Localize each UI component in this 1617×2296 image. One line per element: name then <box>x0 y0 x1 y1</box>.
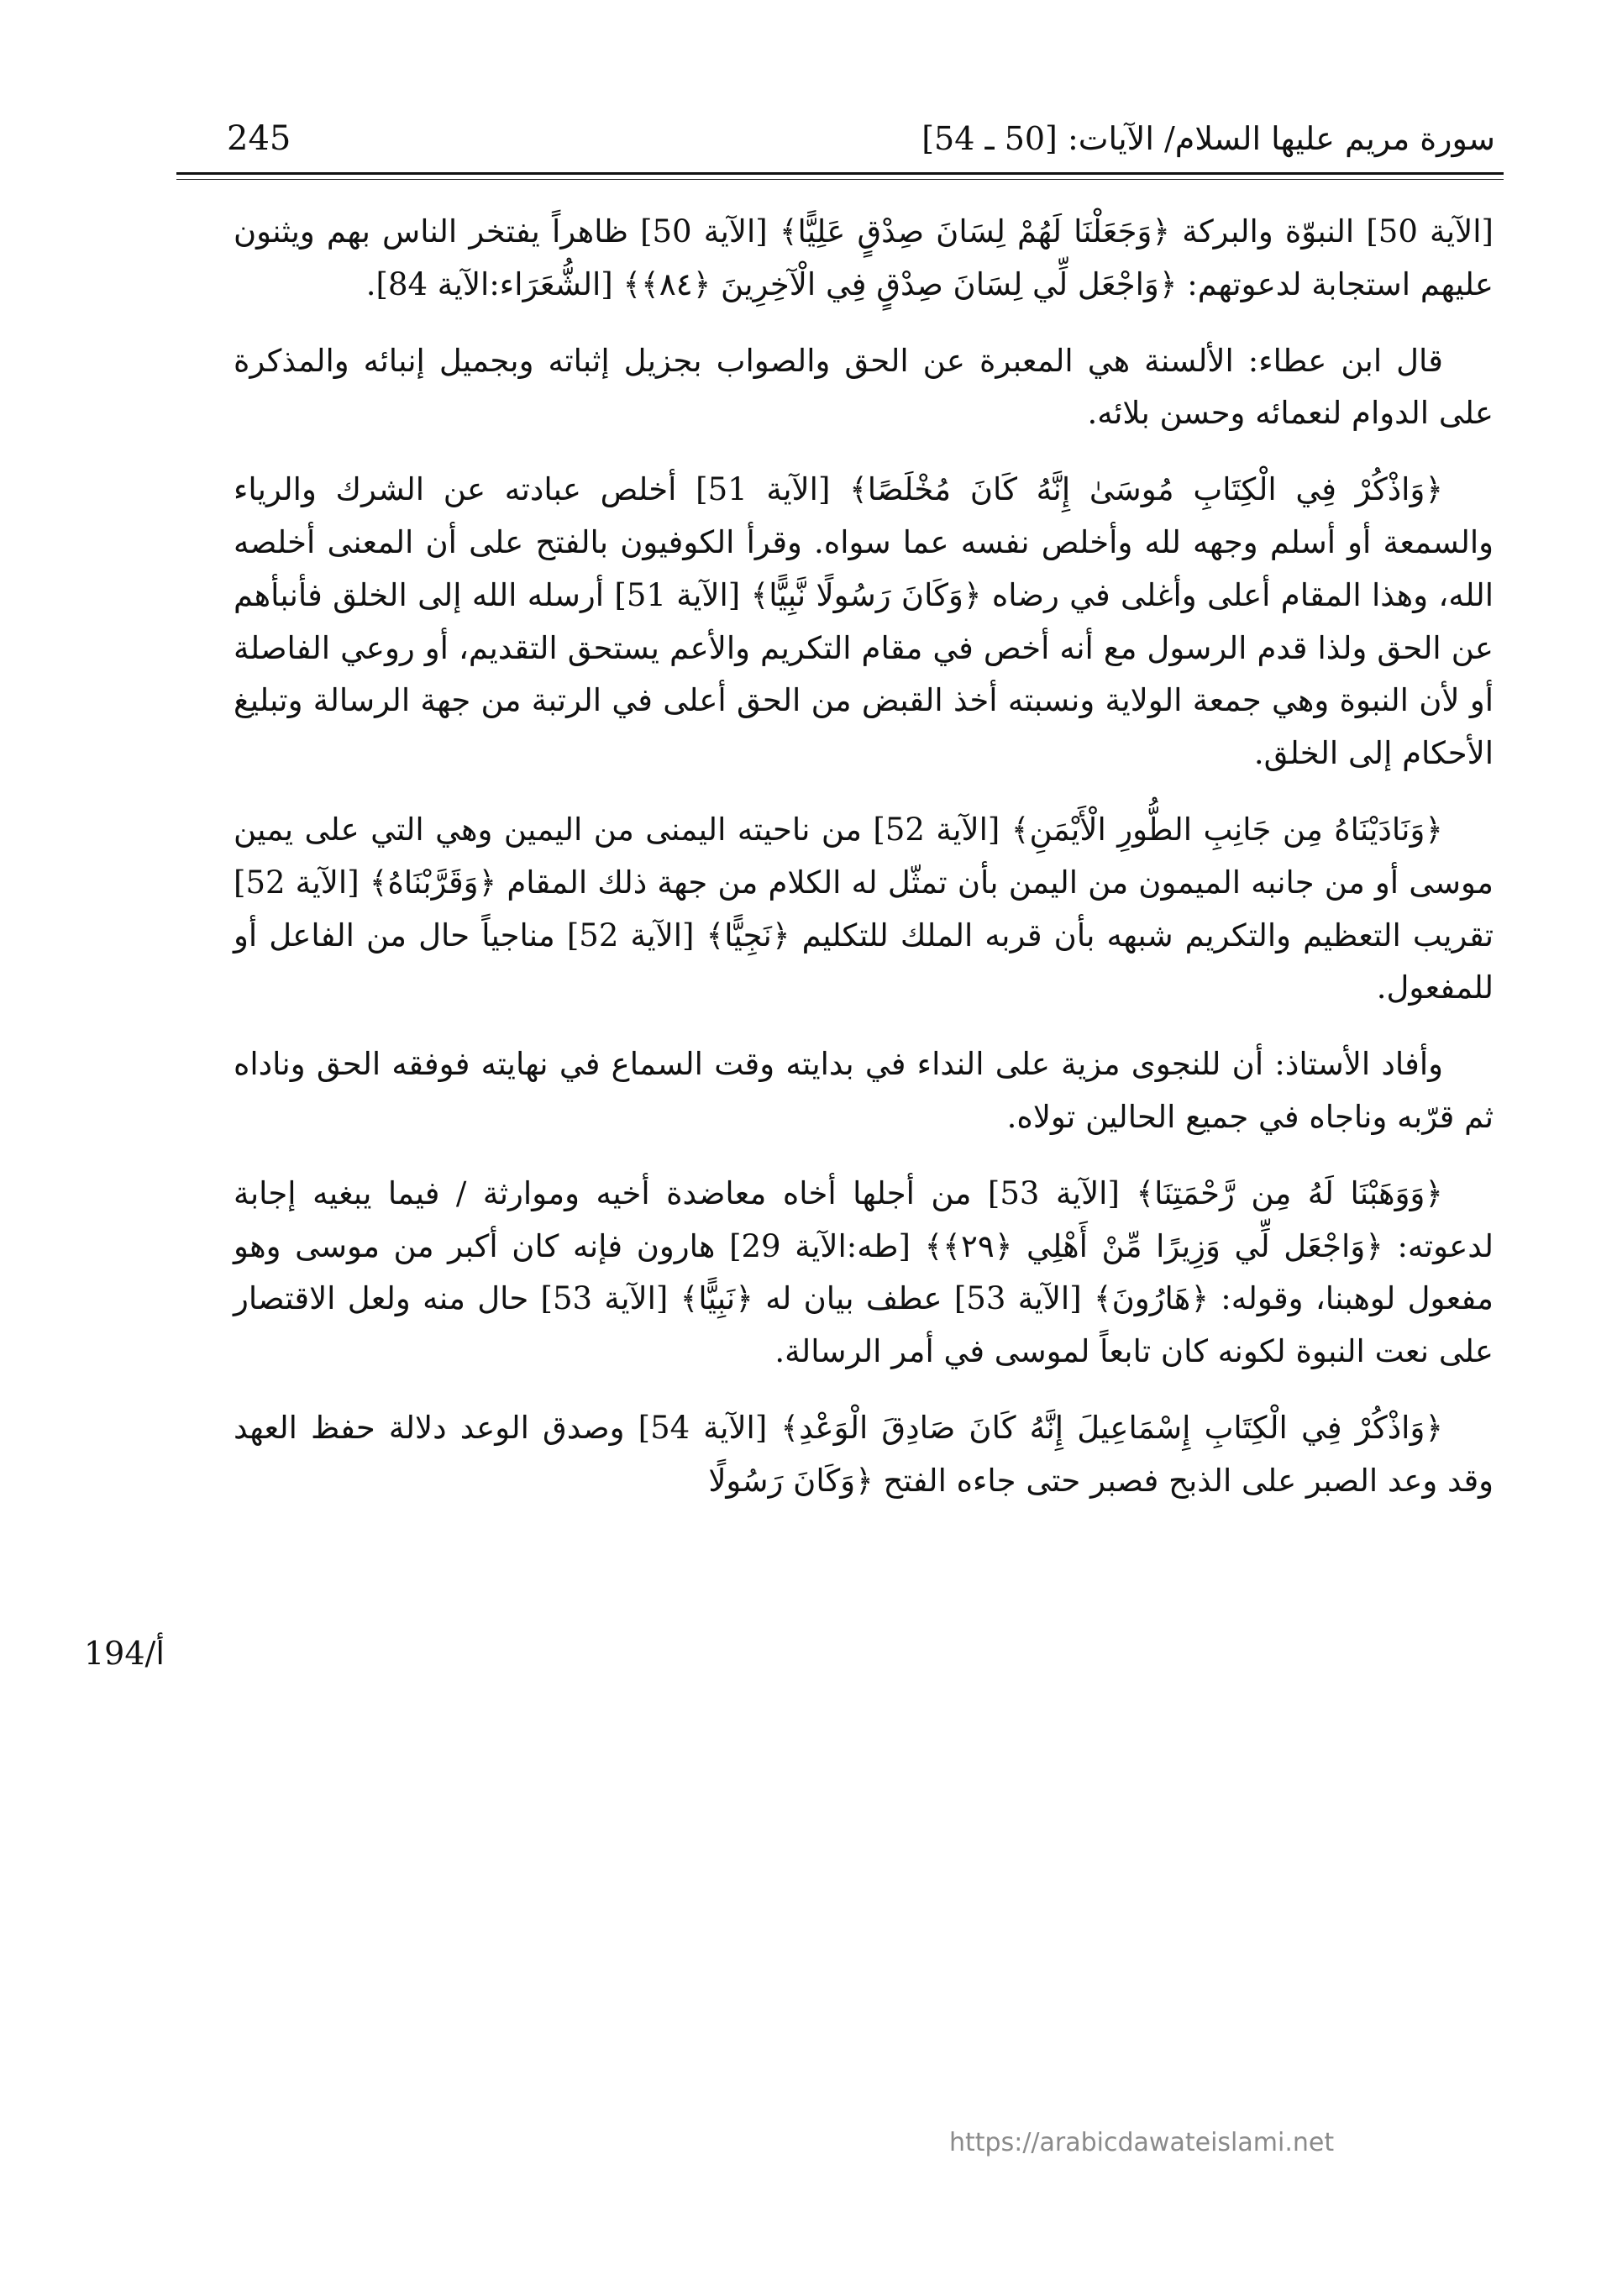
page-body <box>234 206 1494 1532</box>
page-number: 245 <box>227 119 291 158</box>
paragraph-4: ﴿وَنَادَيْنَاهُ مِن جَانِبِ الطُّورِ الْأَيْمَنِ﴾ [الآية 52] من ناحيته اليمنى من اليمين وهي التي على يمين موسى أو من جانبه الميمون من اليمن بأن تمثّل له الكلام من جهة ذلك المقام ﴿وَقَرَّبْنَاهُ﴾ [الآية 52] تقريب التعظيم والتكريم شبهه بأن قربه الملك للتكليم ﴿نَجِيًّا﴾ [الآية 52] مناجياً حال من الفاعل أو للمفعول. <box>234 811 1494 1006</box>
paragraph-1: [الآية 50] النبوّة والبركة ﴿وَجَعَلْنَا لَهُمْ لِسَانَ صِدْقٍ عَلِيًّا﴾ [الآية 50] ظاهراً يفتخر الناس بهم ويثنون عليهم استجابة لدعوتهم: ﴿وَاجْعَل لِّي لِسَانَ صِدْقٍ فِي الْآخِرِينَ ﴿٨٤﴾﴾ [الشُّعَرَاء:الآية 84]. <box>234 213 1494 302</box>
watermark-url: https://arabicdawateislami.net <box>949 2128 1335 2157</box>
paragraph-6: ﴿وَوَهَبْنَا لَهُ مِن رَّحْمَتِنَا﴾ [الآية 53] من أجلها أخاه معاضدة أخيه وموارثة / فيما يبغيه إجابة لدعوته: ﴿وَاجْعَل لِّي وَزِيرًا مِّنْ أَهْلِي ﴿٢٩﴾﴾ [طه:الآية 29] هارون فإنه كان أكبر من موسى وهو مفعول لوهبنا، وقوله: ﴿هَارُونَ﴾ [الآية 53] عطف بيان له ﴿نَبِيًّا﴾ [الآية 53] حال منه ولعل الاقتصار على نعت النبوة لكونه كان تابعاً لموسى في أمر الرسالة. <box>234 1174 1494 1370</box>
paragraph-5: وأفاد الأستاذ: أن للنجوى مزية على النداء في بدايته وقت السماع في نهايته فوفقه الحق وناداه ثم قرّبه وناجاه في جميع الحالين تولاه. <box>234 1046 1494 1135</box>
paragraph-3: ﴿وَاذْكُرْ فِي الْكِتَابِ مُوسَىٰ إِنَّهُ كَانَ مُخْلَصًا﴾ [الآية 51] أخلص عبادته عن الشرك والرياء والسمعة أو أسلم وجهه لله وأخلص نفسه عما سواه. وقرأ الكوفيون بالفتح على أن المعنى أخلصه الله، وهذا المقام أعلى وأغلى في رضاه ﴿وَكَانَ رَسُولًا نَّبِيًّا﴾ [الآية 51] أرسله الله إلى الخلق فأنبأهم عن الحق ولذا قدم الرسول مع أنه أخص في مقام التكريم والأعم يستحق التقديم، أو روعي الفاصلة أو لأن النبوة وهي جمعة الولاية ونسبته أخذ القبض من الحق أعلى في الرتبة من جهة الرسالة وتبليغ الأحكام إلى الخلق. <box>234 471 1494 772</box>
header-rule <box>176 172 1504 175</box>
running-title: سورة مريم عليها السلام/ الآيات: [50 ـ 54] <box>921 120 1495 157</box>
header-rule-thin <box>176 179 1504 180</box>
manuscript-folio-note: 194/أ <box>84 1635 165 1672</box>
paragraph-2: قال ابن عطاء: الألسنة هي المعبرة عن الحق والصواب بجزيل إثباته وبجميل إنبائه والمذكرة على الدوام لنعمائه وحسن بلائه. <box>234 342 1494 432</box>
page-header <box>227 118 1495 168</box>
paragraph-7: ﴿وَاذْكُرْ فِي الْكِتَابِ إِسْمَاعِيلَ إِنَّهُ كَانَ صَادِقَ الْوَعْدِ﴾ [الآية 54] وصدق الوعد دلالة حفظ العهد وقد وعد الصبر على الذبح فصبر حتى جاءه الفتح ﴿وَكَانَ رَسُولًا <box>234 1409 1494 1499</box>
